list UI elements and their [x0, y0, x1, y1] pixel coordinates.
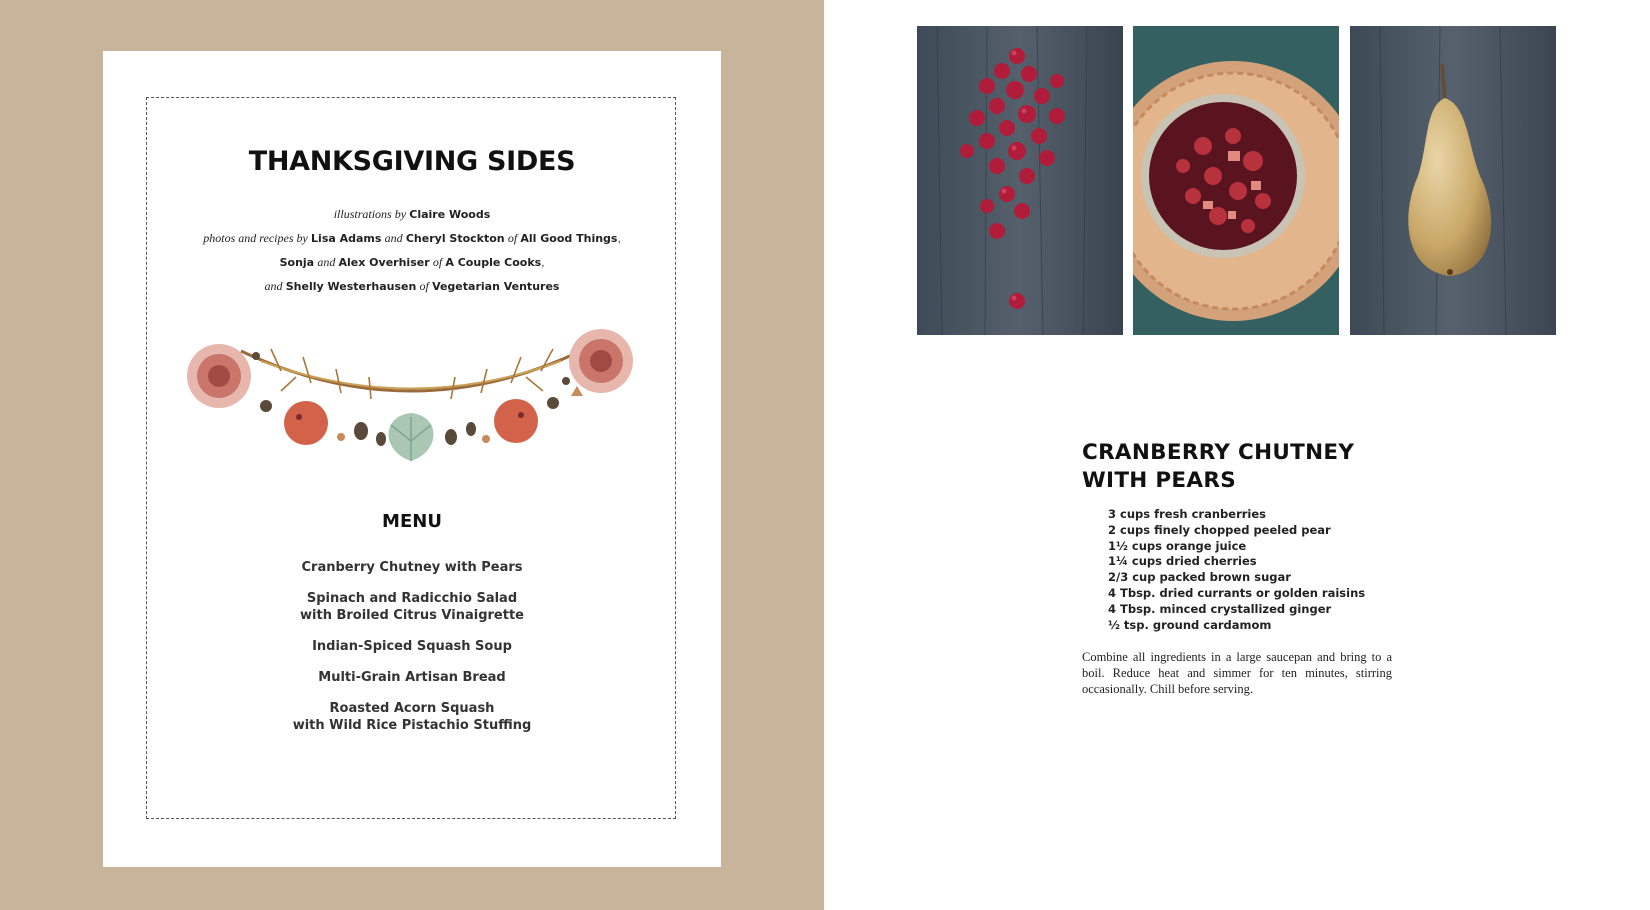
credits-line-4: and Shelly Westerhausen of Vegetarian Ventures: [264, 279, 560, 293]
ingredient-item: 1¼ cups dried cherries: [1108, 554, 1257, 569]
recipe-instructions: Combine all ingredients in a large saucepan and bring to a boil. Reduce heat and simmer for ten minutes, stirring occasionally. Chill before serving.: [1082, 650, 1392, 696]
ingredient-item: 3 cups fresh cranberries: [1108, 507, 1266, 521]
chutney-jar-photo: [1133, 26, 1339, 335]
ingredients-list: [1108, 507, 1365, 633]
credits-line-1: illustrations by Claire Woods: [333, 207, 491, 221]
menu-card: [103, 51, 721, 867]
ingredient-item: 1½ cups orange juice: [1108, 538, 1247, 553]
menu-list: [103, 559, 721, 748]
menu-item: Roasted Acorn Squash with Wild Rice Pistachio Stuffing: [292, 701, 532, 733]
ingredient-item: 2/3 cup packed brown sugar: [1108, 570, 1291, 585]
credits-line-3: Sonja and Alex Overhiser of A Couple Cooks,: [279, 255, 545, 269]
autumn-garland-illustration: [181, 321, 641, 471]
menu-item: Multi-Grain Artisan Bread: [318, 670, 506, 685]
ingredient-item: ½ tsp. ground cardamom: [1108, 617, 1272, 632]
ingredient-item: 4 Tbsp. dried currants or golden raisins: [1108, 585, 1366, 600]
menu-item: Spinach and Radicchio Salad with Broiled Citrus Vinaigrette: [300, 591, 524, 623]
menu-item: Indian-Spiced Squash Soup: [312, 639, 512, 654]
ingredient-item: 2 cups finely chopped peeled pear: [1108, 522, 1331, 537]
recipe-title: CRANBERRY CHUTNEY WITH PEARS: [1082, 440, 1355, 493]
ingredient-item: 4 Tbsp. minced crystallized ginger: [1108, 601, 1332, 616]
cranberries-photo: [917, 26, 1123, 335]
page-title: THANKSGIVING SIDES: [248, 146, 576, 177]
illustrator-name: Claire Woods: [409, 208, 491, 221]
menu-heading: MENU: [382, 511, 442, 532]
credits-line-2: photos and recipes by Lisa Adams and Cheryl Stockton of All Good Things,: [203, 231, 621, 245]
menu-item: Cranberry Chutney with Pears: [301, 560, 523, 575]
pear-photo: [1350, 26, 1556, 335]
credits-block: [103, 203, 721, 299]
